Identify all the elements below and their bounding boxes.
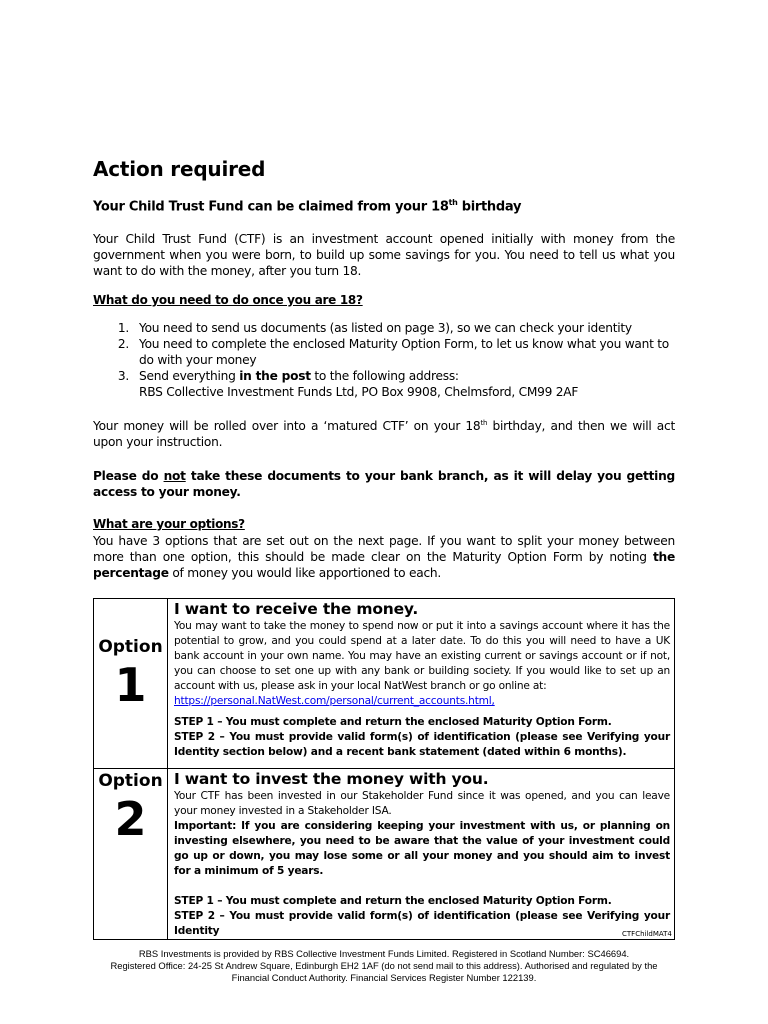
options-table (93, 598, 675, 940)
footer-line: Financial Conduct Authority. Financial Services Register Number 122139. (231, 972, 537, 983)
option-label-cell (94, 769, 168, 940)
option-title: I want to receive the money. (174, 600, 419, 618)
option-important: Important: If you are considering keeping your investment with us, or planning on investing elsewhere, you need to be aware that the value of your investment could go up or down, you may lose some or all your money and you should aim to invest for a minimum of 5 years. (174, 820, 670, 877)
footer (0, 948, 768, 984)
table-row (94, 599, 675, 769)
natwest-link[interactable]: https://personal.NatWest.com/personal/current_accounts.html, (174, 695, 495, 707)
subheading: Your Child Trust Fund can be claimed from your 18th birthday (93, 198, 522, 215)
rollover-paragraph: Your money will be rolled over into a ‘matured CTF’ on your 18th birthday, and then we will act upon your instruction. (93, 418, 676, 449)
postal-address: RBS Collective Investment Funds Ltd, PO Box 9908, Chelmsford, CM99 2AF (139, 385, 579, 399)
intro-paragraph: Your Child Trust Fund (CTF) is an investment account opened initially with money from the government when you were born, to build up some savings for you. You need to tell us what you want to do with the money, after you turn 18. (93, 232, 675, 278)
option-label: Option (98, 637, 163, 657)
option-title: I want to invest the money with you. (174, 770, 489, 788)
list-item: 1. You need to send us documents (as listed on page 3), so we can check your identity (117, 321, 632, 335)
option-number: 2 (114, 792, 147, 846)
option-body: You may want to take the money to spend now or put it into a savings account where it has the potential to grow, and you could spend at a later date. To do this you will need to have a UK bank account in your own name. You may have an existing current or savings account or if not, you can choose to set one up with any bank or building society. If you would like to set up an account with us, please ask in your local NatWest branch or go online at: (174, 620, 670, 692)
footer-line: Registered Office: 24-25 St Andrew Square, Edinburgh EH2 1AF (do not send mail to this address). Authorised and regulated by the (110, 960, 658, 971)
todo-heading: What do you need to do once you are 18? (93, 293, 363, 307)
steps-list (93, 320, 675, 400)
option-body: Your CTF has been invested in our Stakeholder Fund since it was opened, and you can leave your money invested in a Stakeholder ISA. (174, 790, 670, 817)
list-item: 2. You need to complete the enclosed Maturity Option Form, to let us know what you want to do with your money (117, 337, 670, 367)
options-heading: What are your options? (93, 517, 245, 531)
page-title: Action required (93, 157, 266, 181)
warning-paragraph: Please do not take these documents to your bank branch, as it will delay you getting access to your money. (93, 469, 676, 499)
option-label-cell (94, 599, 168, 769)
option-content-cell (168, 599, 675, 769)
option-step-2: STEP 2 – You must provide valid form(s) of identification (please see Verifying your Identity (174, 910, 670, 937)
options-intro-paragraph: You have 3 options that are set out on the next page. If you want to split your money between more than one option, this should be made clear on the Maturity Option Form by noting the percentage of money you would like apportioned to each. (93, 534, 675, 580)
list-item: 3. Send everything in the post to the following address: RBS Collective Investment Funds Ltd, PO Box 9908, Chelmsford, CM99 2AF (117, 369, 579, 399)
document-code: CTFChildMAT4 (622, 930, 672, 938)
option-label: Option (98, 771, 163, 791)
option-number: 1 (114, 658, 147, 712)
footer-line: RBS Investments is provided by RBS Collective Investment Funds Limited. Registered in Scotland Number: SC46694. (138, 948, 630, 959)
option-content-cell (168, 769, 675, 940)
option-step-1: STEP 1 – You must complete and return the enclosed Maturity Option Form. (174, 895, 612, 907)
option-step-2: STEP 2 – You must provide valid form(s) of identification (please see Verifying your Identity section below) and a recent bank statement (dated within 6 months). (174, 731, 670, 758)
table-row (94, 769, 675, 940)
option-step-1: STEP 1 – You must complete and return the enclosed Maturity Option Form. (174, 716, 612, 728)
